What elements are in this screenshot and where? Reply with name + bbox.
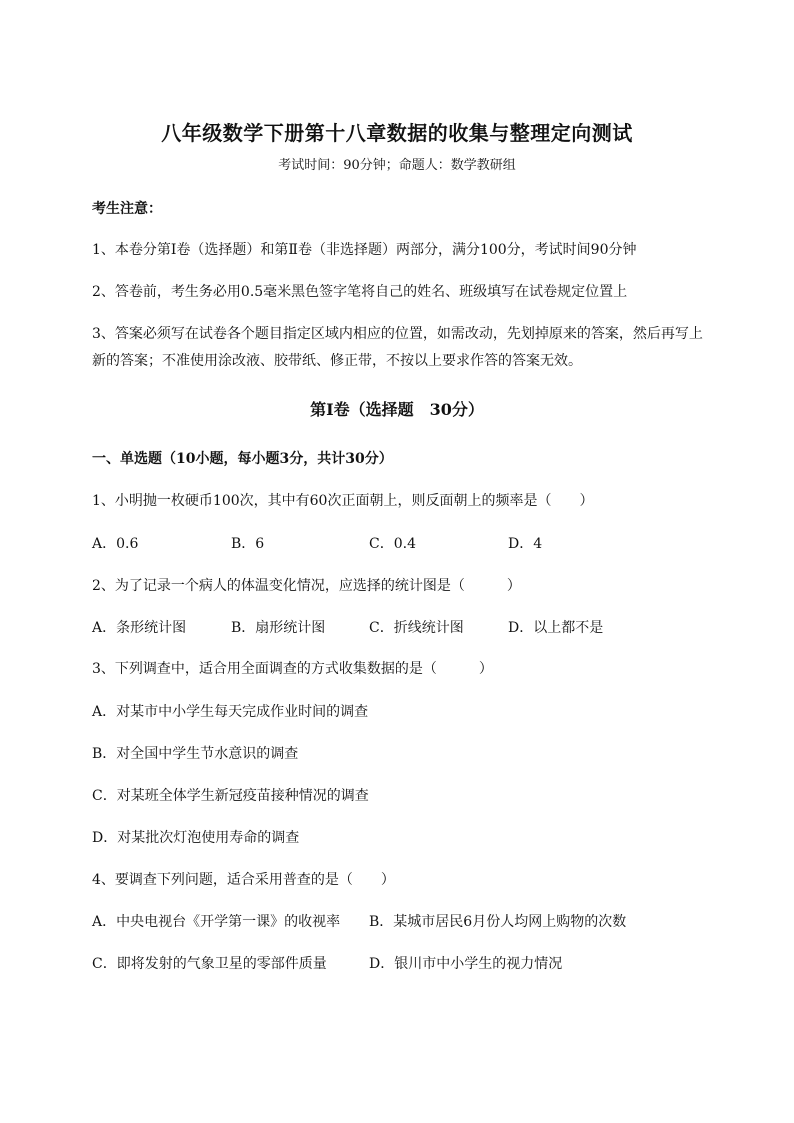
question-2-stem: 2、为了记录一个病人的体温变化情况，应选择的统计图是（ ） [92, 578, 521, 594]
question-3-option-a: A．对某市中小学生每天完成作业时间的调查 [92, 704, 369, 720]
question-1-stem: 1、小明抛一枚硬币100次，其中有60次正面朝上，则反面朝上的频率是（ ） [92, 493, 594, 509]
question-2-option-b: B．扇形统计图 [231, 620, 326, 636]
question-4-option-b: B．某城市居民6月份人均网上购物的次数 [369, 914, 627, 930]
question-1-option-a: A．0.6 [92, 536, 139, 552]
question-4-option-a: A．中央电视台《开学第一课》的收视率 [92, 914, 341, 930]
question-4-stem: 4、要调查下列问题，适合采用普查的是（ ） [92, 872, 395, 888]
notice-item-3: 3、答案必须写在试卷各个题目指定区域内相应的位置，如需改动，先划掉原来的答案，然后再写上新的答案；不准使用涂改液、胶带纸、修正带，不按以上要求作答的答案无效。 [92, 326, 703, 369]
question-3-stem: 3、下列调查中，适合用全面调查的方式收集数据的是（ ） [92, 661, 493, 677]
notice-item-2: 2、答卷前，考生务必用0.5毫米黑色签字笔将自己的姓名、班级填写在试卷规定位置上 [92, 284, 628, 300]
exam-subtitle: 考试时间：90分钟；命题人：数学教研组 [278, 158, 516, 173]
question-2-option-c: C．折线统计图 [369, 620, 464, 636]
notice-item-1: 1、本卷分第I卷（选择题）和第Ⅱ卷（非选择题）两部分，满分100分，考试时间90分钟 [92, 242, 637, 258]
part-heading: 一、单选题（10小题，每小题3分，共计30分） [92, 451, 393, 467]
question-2-option-a: A．条形统计图 [92, 620, 187, 636]
exam-title: 八年级数学下册第十八章数据的收集与整理定向测试 [161, 121, 633, 145]
section-title: 第I卷（选择题 30分） [310, 400, 484, 419]
question-2-option-d: D．以上都不是 [508, 620, 604, 636]
question-1-option-d: D．4 [508, 536, 543, 552]
question-3-option-b: B．对全国中学生节水意识的调查 [92, 746, 299, 762]
question-4-option-d: D．银川市中小学生的视力情况 [369, 956, 563, 972]
question-3-option-c: C．对某班全体学生新冠疫苗接种情况的调查 [92, 788, 369, 804]
question-3-option-d: D．对某批次灯泡使用寿命的调查 [92, 830, 300, 846]
question-4-option-c: C．即将发射的气象卫星的零部件质量 [92, 956, 327, 972]
question-1-option-b: B．6 [231, 536, 265, 552]
notice-heading: 考生注意： [92, 201, 162, 217]
question-1-option-c: C．0.4 [369, 536, 416, 552]
